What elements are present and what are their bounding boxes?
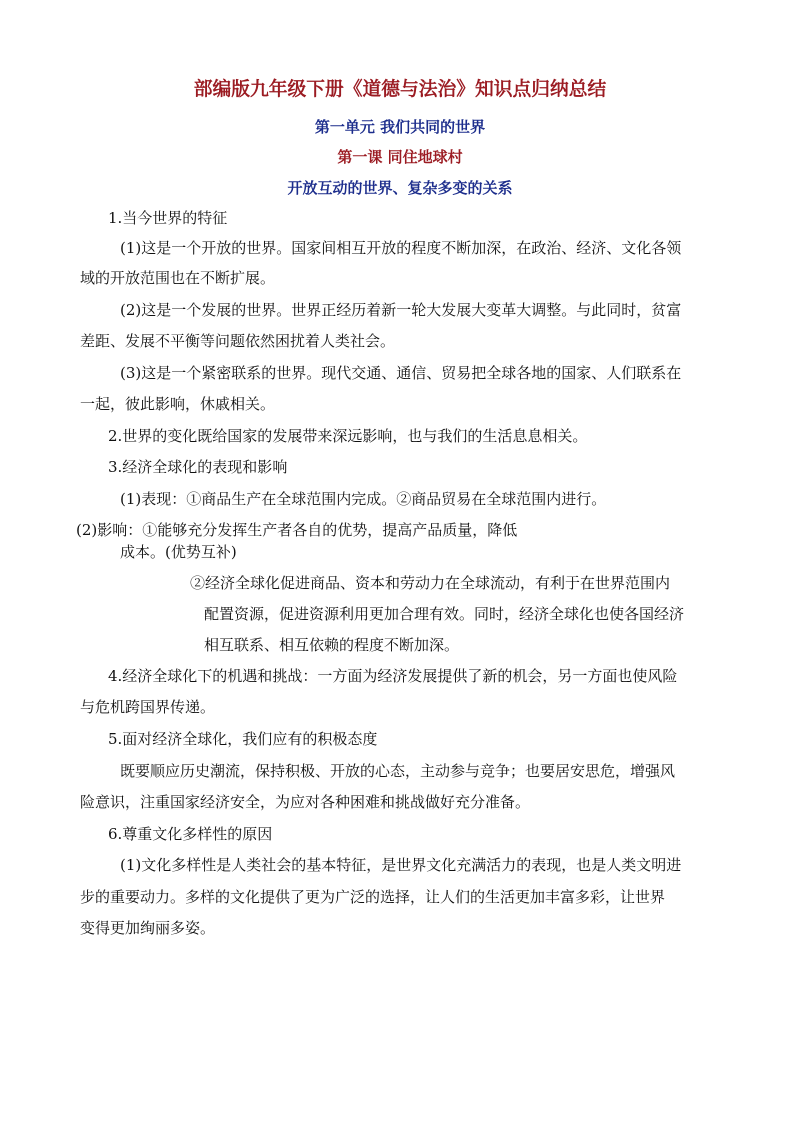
unit-heading: 第一单元 我们共同的世界 bbox=[314, 118, 486, 136]
paragraph-line: (2)这是一个发展的世界。世界正经历着新一轮大发展大变革大调整。与此同时，贫富 bbox=[120, 301, 682, 319]
paragraph-line: 差距、发展不平衡等问题依然困扰着人类社会。 bbox=[80, 332, 396, 350]
paragraph-line: (1)这是一个开放的世界。国家间相互开放的程度不断加深，在政治、经济、文化各领 bbox=[120, 239, 682, 257]
point-6-heading: 6.尊重文化多样性的原因 bbox=[108, 825, 273, 843]
document-title: 部编版九年级下册《道德与法治》知识点归纳总结 bbox=[193, 78, 607, 100]
paragraph-line: ②经济全球化促进商品、资本和劳动力在全球流动，有利于在世界范围内 bbox=[190, 574, 671, 592]
point-3-heading: 3.经济全球化的表现和影响 bbox=[108, 458, 288, 476]
point-5-heading: 5.面对经济全球化，我们应有的积极态度 bbox=[108, 730, 378, 748]
point-4-heading: 4.经济全球化下的机遇和挑战：一方面为经济发展提供了新的机会，另一方面也使风险 bbox=[108, 667, 678, 685]
paragraph-line: 配置资源，促进资源利用更加合理有效。同时，经济全球化也使各国经济 bbox=[204, 605, 685, 623]
paragraph-line: 成本。(优势互补) bbox=[120, 543, 237, 561]
paragraph-line: 相互联系、相互依赖的程度不断加深。 bbox=[204, 636, 460, 654]
paragraph-line: (2)影响：①能够充分发挥生产者各自的优势，提高产品质量，降低 bbox=[76, 521, 518, 539]
paragraph-line: 与危机跨国界传递。 bbox=[80, 698, 216, 716]
paragraph-line: 域的开放范围也在不断扩展。 bbox=[80, 269, 276, 287]
paragraph-line: 险意识，注重国家经济安全，为应对各种困难和挑战做好充分准备。 bbox=[80, 793, 531, 811]
paragraph-line: 一起，彼此影响，休戚相关。 bbox=[80, 395, 276, 413]
paragraph-line: (3)这是一个紧密联系的世界。现代交通、通信、贸易把全球各地的国家、人们联系在 bbox=[120, 364, 682, 382]
point-1-heading: 1.当今世界的特征 bbox=[108, 209, 228, 227]
paragraph-line: (1)文化多样性是人类社会的基本特征，是世界文化充满活力的表现，也是人类文明进 bbox=[120, 856, 682, 874]
paragraph-line: 步的重要动力。多样的文化提供了更为广泛的选择，让人们的生活更加丰富多彩，让世界 bbox=[80, 888, 666, 906]
paragraph-line: (1)表现：①商品生产在全球范围内完成。②商品贸易在全球范围内进行。 bbox=[120, 490, 607, 508]
point-2-heading: 2.世界的变化既给国家的发展带来深远影响，也与我们的生活息息相关。 bbox=[108, 427, 588, 445]
lesson-heading: 第一课 同住地球村 bbox=[337, 148, 463, 166]
paragraph-line: 既要顺应历史潮流，保持积极、开放的心态，主动参与竞争；也要居安思危，增强风 bbox=[120, 762, 676, 780]
section-heading: 开放互动的世界、复杂多变的关系 bbox=[287, 179, 513, 197]
paragraph-line: 变得更加绚丽多姿。 bbox=[80, 919, 216, 937]
